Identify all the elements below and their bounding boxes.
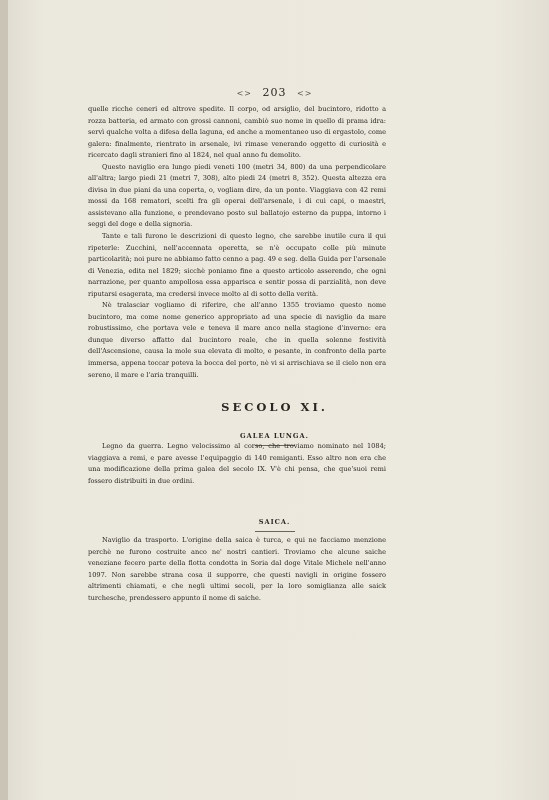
saica-paragraph: Naviglio da trasporto. L'origine della saica è turca, e qui ne facciamo menzione perchè ne furono costruite anco ne' nostri cantieri. Troviamo che alcune saiche veneziane fecero parte della flotta condotta in Soria dal doge Vitale Michele nell'anno 1097. Non sarebbe strana cosa il supporre, che questi navigli in origine fossero altrimenti chiamati, e che negli ultimi secoli, per la loro somiglianza alle saick turchesche, prendessero appunto il nome di saiche. — [88, 536, 386, 602]
saica-heading-text: SAICA. — [258, 518, 291, 526]
ornament-right: <> — [297, 89, 313, 98]
saica-section — [88, 535, 386, 604]
century-heading: SECOLO XI. — [221, 400, 328, 414]
heading-rule — [255, 531, 295, 532]
saica-heading — [0, 518, 549, 532]
galea-paragraph: Legno da guerra. Legno velocissimo al corso, che troviamo nominato nel 1084; viaggiava a remi, e pare avesse l'equipaggio di 140 remiganti. Esso altro non era che una modificazione della prima galea del secolo IX. V'è chi pensa, che que'suoi remi fossero distribuiti in due ordini. — [88, 442, 386, 485]
ornament-left: <> — [236, 89, 252, 98]
galea-heading-text: GALEA LUNGA. — [240, 432, 309, 440]
paragraph: Nè tralasciar vogliamo di riferire, che all'anno 1355 troviamo questo nome bucintoro, ma come nome generico appropriato ad una specie di naviglio da mare robustissimo, che portava vele e teneva il mare anco nella stagione d'inverno: era dunque diverso affatto dal bucintoro reale, che in quella solenne festività dell'Ascensione, causa la mole sua elevata di molto, e pesante, in confronto della parte immersa, appena toccar poteva la bocca del porto, nè vi si arrischiava se il cielo non era sereno, il mare e l'aria tranquilli. — [88, 301, 386, 379]
paragraph: quelle ricche ceneri ed altrove spedite. Il corpo, od arsiglio, del bucintoro, ridotto a rozza batteria, ed armato con grossi cannoni, cambiò suo nome in quello di prama idra: servì qualche volta a difesa della laguna, ed anche a momentaneo uso di ergastolo, come galera: finalmente, rientrato in arsenale, ivi rimase venerando oggetto di curiosità e ricercato dagli stranieri fino al 1824, nel qual anno fu demolito. — [88, 105, 386, 160]
paragraph: Questo naviglio era lungo piedi veneti 100 (metri 34, 800) da una perpendicolare all'altra; largo piedi 21 (metri 7, 308), alto piedi 24 (metri 8, 352). Questa altezza era divisa in due piani da una coperta, o, vogliam dire, da un ponte. Viaggiava con 42 remi mossi da 168 rematori, scelti fra gli operai dell'arsenale, i di cui capi, o maestri, assistevano alla funzione, e prendevano posto sul ballatojo esterno da puppa, intorno i seggi del doge e della signoria. — [88, 162, 386, 229]
page-number: 203 — [262, 86, 287, 99]
paragraph: Tante e tali furono le descrizioni di questo legno, che sarebbe inutile cura il qui ripeterle: Zucchini, nell'accennata operetta, se n'è occupato colle più minute particolarità; noi pure ne abbiamo fatto cenno a pag. 49 e seg. della Guida per l'arsenale di Venezia, edita nel 1829; sicchè poniamo fine a questo articolo asserendo, che ogni narrazione, per quanto ampollosa essa apparisca e sentir possa di parzialità, non deve riputarsi esagerata, ma credersi invece molto al di sotto della verità. — [88, 232, 386, 298]
galea-section — [88, 441, 386, 487]
body-text-top — [88, 104, 386, 381]
page-header — [0, 86, 549, 99]
